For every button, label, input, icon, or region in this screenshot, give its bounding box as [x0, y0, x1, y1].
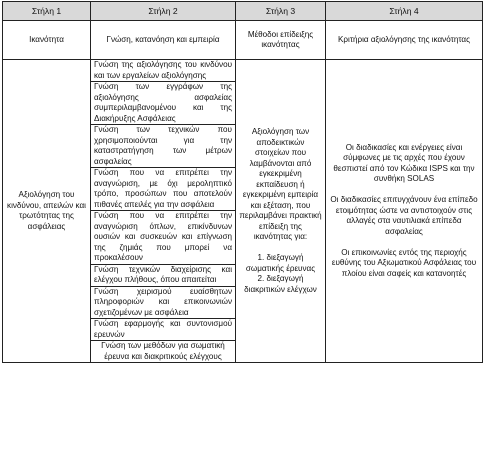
title-knowledge: Γνώση, κατανόηση και εμπειρία — [91, 21, 236, 60]
column-header-2: Στήλη 2 — [91, 2, 236, 21]
criteria-cell — [326, 60, 483, 363]
criteria-item: Οι επικοινωνίες εντός της περιοχής ευθύνης του Αξιωματικού Ασφάλειας του πλοίου είναι σαφείς και κατανοητές — [331, 247, 477, 278]
knowledge-item: Γνώση που να επιτρέπει την αναγνώριση, με όχι μεροληπτικό τρόπο, προσώπων που αποτελούν πιθανές απειλές για την ασφάλεια — [91, 168, 235, 211]
knowledge-item: Γνώση χειρισμού ευαίσθητων πληροφοριών και επικοινωνιών σχετιζομένων με ασφάλεια — [91, 287, 235, 320]
knowledge-item: Γνώση των τεχνικών που χρησιμοποιούνται για την καταστρατήγηση των μέτρων ασφαλείας — [91, 125, 235, 168]
knowledge-item: Γνώση τεχνικών διαχείρισης και ελέγχου πλήθους, όπου απαιτείται — [91, 265, 235, 287]
knowledge-item: Γνώση της αξιολόγησης του κινδύνου και των εργαλείων αξιολόγησης — [91, 60, 235, 82]
criteria-item: Οι διαδικασίες και ενέργειες είναι σύμφωνες με τις αρχές που έχουν θεσπιστεί από τον Κώδικα ISPS και την συνθήκη SOLAS — [333, 142, 475, 184]
criteria-item: Οι διαδικασίες επιτυγχάνουν ένα επίπεδο ετοιμότητας ώστε να αντιστοιχούν στις αλλαγές στα ναυτιλιακά επίπεδα ασφαλείας — [330, 195, 478, 236]
knowledge-cell — [91, 60, 236, 363]
column-header-row — [3, 2, 483, 21]
methods-cell — [236, 60, 326, 363]
knowledge-item: Γνώση εφαρμογής και συντονισμού ερευνών — [91, 319, 235, 341]
competence-table — [2, 1, 483, 363]
method-item: 2. διεξαγωγή διακριτικών ελέγχων — [244, 274, 317, 294]
column-header-4: Στήλη 4 — [326, 2, 483, 21]
title-methods: Μέθοδοι επίδειξης ικανότητας — [236, 21, 326, 60]
column-title-row — [3, 21, 483, 60]
methods-intro: Αξιολόγηση των αποδεικτικών στοιχείων που λαμβάνονται από εγκεκριμένη εκπαίδευση ή εγκεκριμένη εμπειρία και εξέταση, που περιλαμβάνει πρακτική επίδειξη της ικανότητας για: — [239, 127, 322, 241]
column-header-1: Στήλη 1 — [3, 2, 91, 21]
knowledge-item: Γνώση που να επιτρέπει την αναγνώριση όπλων, επικίνδυνων ουσιών και συσκευών και επίγνωση της ζημιάς που μπορεί να προκαλέσουν — [91, 211, 235, 265]
knowledge-item: Γνώση των μεθόδων για σωματική έρευνα και διακριτικούς ελέγχους — [101, 341, 225, 361]
competence-cell: Αξιολόγηση του κινδύνου, απειλών και τρωτότητας της ασφάλειας — [3, 60, 91, 363]
column-header-3: Στήλη 3 — [236, 2, 326, 21]
title-criteria: Κριτήρια αξιολόγησης της ικανότητας — [326, 21, 483, 60]
title-competence: Ικανότητα — [3, 21, 91, 60]
knowledge-list — [91, 60, 235, 362]
table-row — [3, 60, 483, 363]
knowledge-item: Γνώση των εγγράφων της αξιολόγησης ασφαλείας συμπεριλαμβανομένου και της Διακήρυξης Ασφάλειας — [91, 82, 235, 125]
method-item: 1. διεξαγωγή σωματικής έρευνας — [245, 253, 316, 273]
